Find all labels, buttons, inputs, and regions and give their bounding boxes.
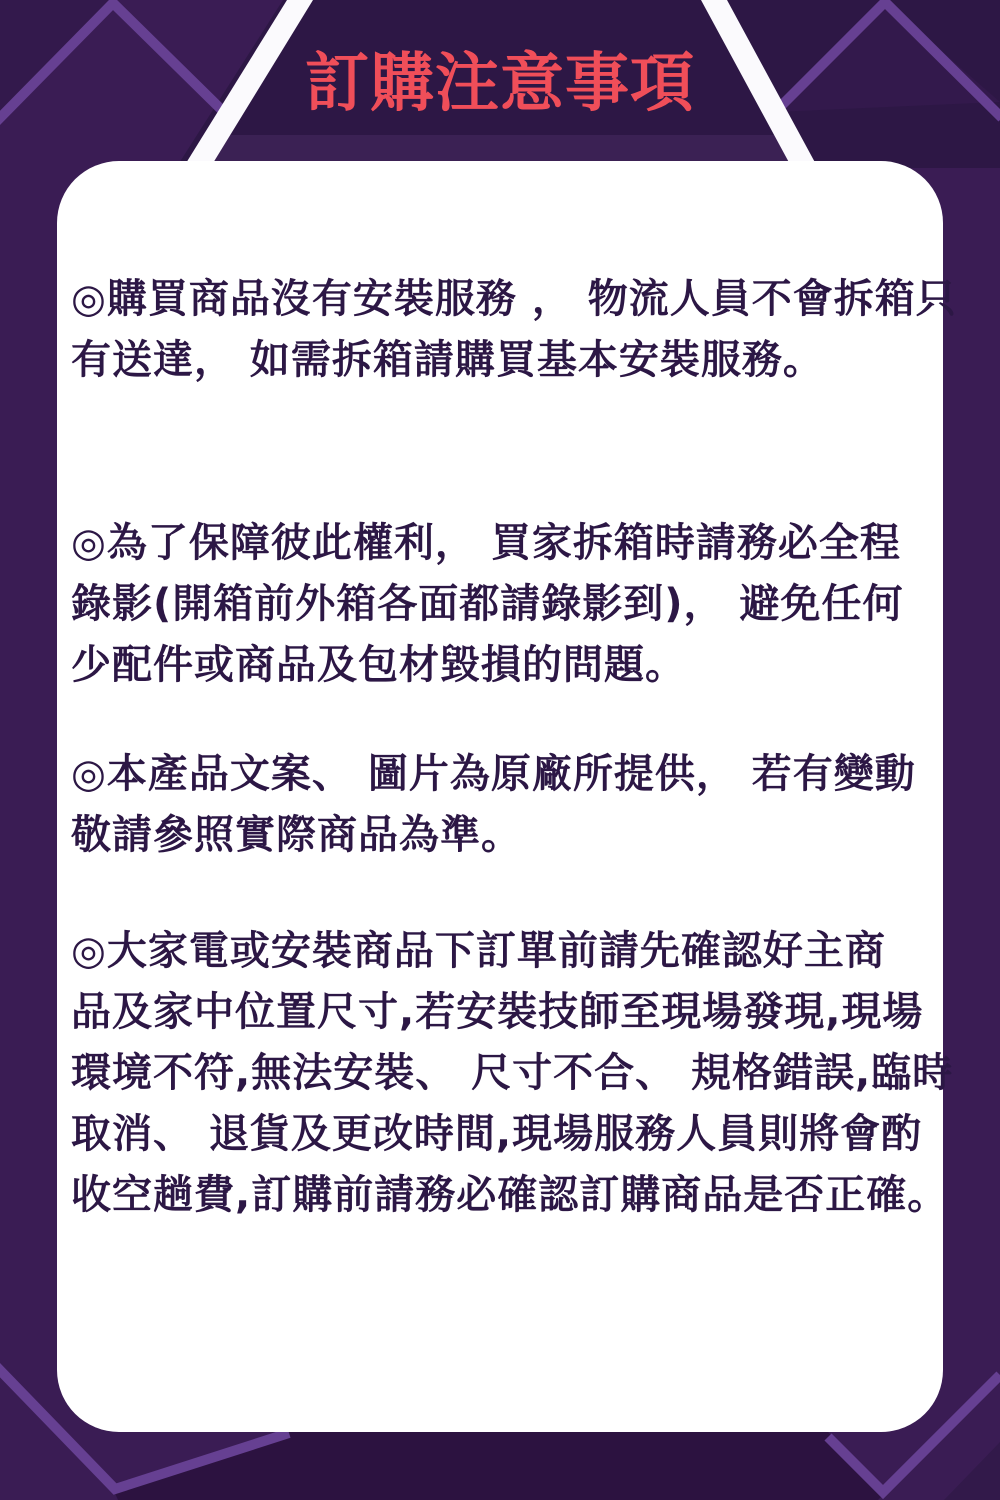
bg-band-above-card [202, 135, 806, 161]
notice-paragraph-no-installation [71, 269, 957, 391]
notice-line: ◎為了保障彼此權利， 買家拆箱時請務必全程 [71, 520, 901, 566]
notice-paragraph-unboxing-video [71, 513, 931, 696]
bg-dark-bottom-region [114, 1432, 884, 1500]
bg-bottom-right-corner [944, 1442, 1000, 1500]
notice-line: 收空趟費,訂購前請務必確認訂購商品是否正確。 [71, 1172, 949, 1218]
notice-line: ◎大家電或安裝商品下訂單前請先確認好主商 [71, 928, 886, 974]
notice-line: ◎本產品文案、 圖片為原廠所提供， 若有變動 [71, 751, 916, 797]
notice-paragraph-appliance-install [71, 921, 954, 1226]
notice-paragraph-product-info [71, 744, 931, 866]
notice-line: 敬請參照實際商品為準。 [71, 812, 522, 858]
notice-line: 有送達， 如需拆箱請購買基本安裝服務。 [71, 337, 824, 383]
notice-line: 環境不符,無法安裝、 尺寸不合、 規格錯誤,臨時 [71, 1050, 954, 1096]
notice-line: 取消、 退貨及更改時間,現場服務人員則將會酌 [71, 1111, 923, 1157]
notice-card [57, 161, 957, 1432]
banner-title: 訂購注意事項 [305, 47, 695, 121]
notice-line: 錄影(開箱前外箱各面都請錄影到)， 避免任何 [71, 581, 904, 627]
notice-line: 品及家中位置尺寸,若安裝技師至現場發現,現場 [71, 989, 924, 1035]
notice-line: ◎購買商品沒有安裝服務 ， 物流人員不會拆箱只 [71, 276, 957, 322]
notice-line: 少配件或商品及包材毀損的問題。 [71, 642, 686, 688]
